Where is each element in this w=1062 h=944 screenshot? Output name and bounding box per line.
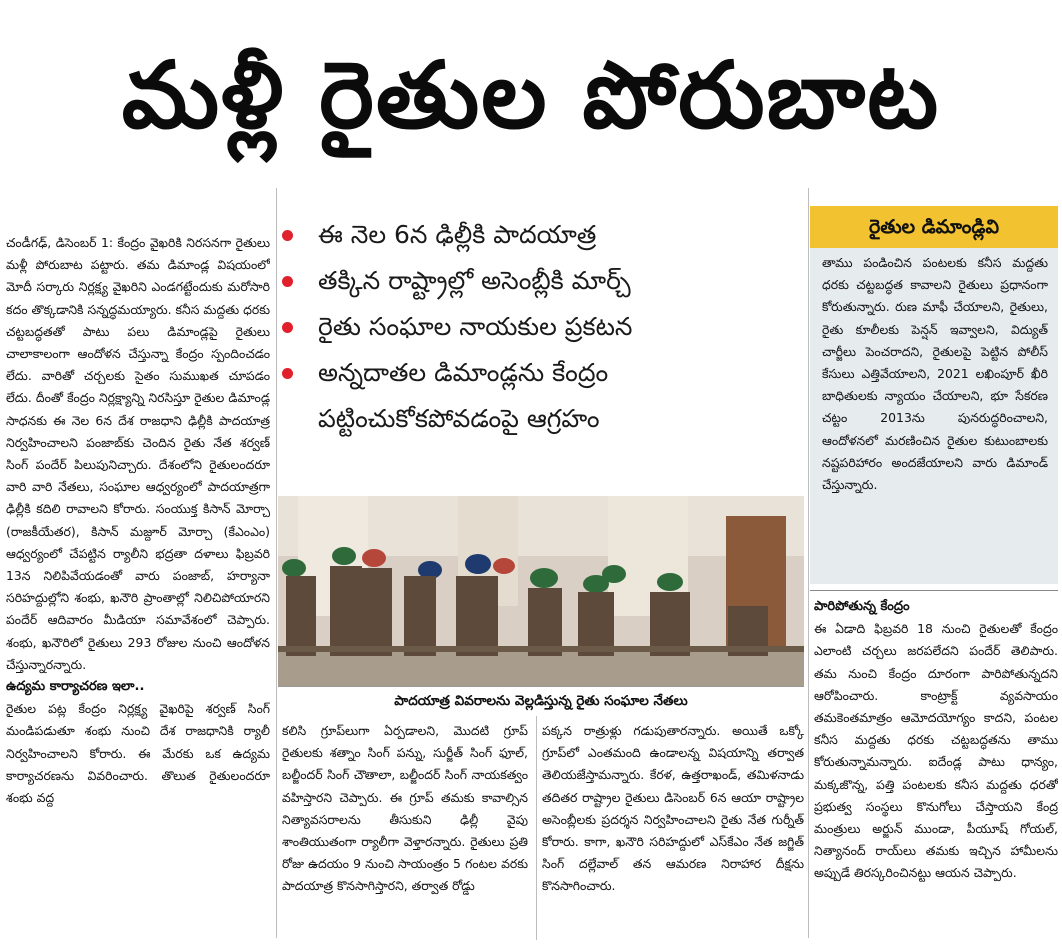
bullet-item-continuation: [282, 396, 802, 442]
bullet-item: [282, 212, 802, 258]
column-divider: [808, 188, 809, 938]
photo-caption: పాదయాత్ర వివరాలను వెల్లడిస్తున్న రైతు సంఘాల నేతలు: [278, 686, 804, 714]
press-conference-photo: [278, 496, 804, 686]
column-divider: [276, 188, 277, 938]
demands-sidebar: [810, 206, 1058, 584]
article-paragraph: రైతుల పట్ల కేంద్రం నిర్లక్ష్య వైఖరిపై శర్వణ్ సింగ్ మండిపడుతూ శంభు నుంచి దేశ రాజధానికి ర్యాలీ నిర్వహించాలని కోరారు. ఈ మేరకు ఒక ఉద్యమ కార్యాచరణను వివరించారు. తొలుత రైతులందరూ శంభు వద్ద: [6, 701, 270, 806]
article-paragraph: చండీగఢ్, డిసెంబర్ 1: కేంద్రం వైఖరికి నిరసనగా రైతులు మళ్లీ పోరుబాట పట్టారు. తమ డిమాండ్ల విషయంలో మోదీ సర్కారు నిర్లక్ష్య వైఖరిని ఎండగట్టేందుకు మరోసారి కదం తొక్కడానికి సన్నద్ధమయ్యారు. కనీస మద్దతు ధరకు చట్టబద్ధతతో పాటు పలు డిమాండ్లపై రైతులు చాలాకాలంగా ఆందోళన చేస్తున్నా కేంద్రం స్పందించడం లేదు. వారితో చర్చలకు సైతం సుముఖత చూపడం లేదు. దీంతో కేంద్రం నిర్లక్ష్యాన్ని నిరసిస్తూ రైతుల డిమాండ్ల సాధనకు ఈ నెల 6న దేశ రాజధాని ఢిల్లీకి పాదయాత్ర నిర్వహించాలని పంజాబ్‌కు చెందిన రైతు నేత శర్వణ్ సింగ్ పందేర్ పిలుపునిచ్చారు. దేశంలోని రైతులందరూ వారి వారి నేతలు, సంఘాల ఆధ్వర్యంలో పాదయాత్రగా ఢిల్లీకి కదిలి రావాలని కోరారు. సంయుక్త కిసాన్ మోర్చా (రాజకీయేతర), కిసాన్ మజ్దూర్ మోర్చా (కేఎంఎం) ఆధ్వర్యంలో చేపట్టిన ర్యాలీని భద్రతా దళాలు ఫిబ్రవరి 13న నిలిపివేయడంతో వారు పంజాబ్, హర్యానా సరిహద్దుల్లోని శంభు, ఖనౌరి ప్రాంతాల్లో నిలిచిపోయారని పందేర్ ఆదివారం మీడియా సమావేశంలో చెప్పారు. శంభు, ఖనౌరిలో రైతులు 293 రోజుల నుంచి ఆందోళన చేస్తున్నారన్నారు.: [6, 235, 270, 672]
bullet-item: [282, 258, 802, 304]
highlight-bullets: [282, 212, 802, 482]
column-divider: [536, 716, 537, 940]
bullet-text: రైతు సంఘాల నాయకుల ప్రకటన: [318, 312, 633, 341]
article-column-right: [814, 596, 1058, 942]
section-divider: [810, 590, 1058, 591]
bullet-text: అన్నదాతల డిమాండ్లను కేంద్రం: [318, 358, 609, 387]
section-subhead: పారిపోతున్న కేంద్రం: [814, 599, 910, 614]
bullet-text: ఈ నెల 6న ఢిల్లీకి పాదయాత్ర: [318, 220, 597, 249]
section-subhead: ఉద్యమ కార్యాచరణ ఇలా..: [6, 679, 145, 695]
news-photo: [278, 496, 804, 686]
bullet-dot-icon: [282, 322, 293, 333]
bullet-text: తక్కిన రాష్ట్రాల్లో అసెంబ్లీకి మార్చ్: [318, 266, 631, 295]
sidebar-body: తాము పండించిన పంటలకు కనీస మద్దతు ధరకు చట్టబద్ధత కావాలని రైతులు ప్రధానంగా కోరుతున్నారు. రుణ మాఫీ చేయాలని, రైతులు, రైతు కూలీలకు పెన్షన్ ఇవ్వాలని, విద్యుత్ చార్జీలు పెంచరాదని, రైతులపై పెట్టిన పోలీస్ కేసులు ఎత్తివేయాలని, 2021 లఖింపూర్ ఖీరి బాధితులకు న్యాయం చేయాలని, భూ సేకరణ చట్టం 2013ను పునరుద్ధరించాలని, ఆందోళనలో మరణించిన రైతుల కుటుంబాలకు నష్టపరిహారం అందజేయాలని వారు డిమాండ్ చేస్తున్నారు.: [822, 255, 1048, 493]
bullet-item: [282, 350, 802, 396]
bullet-text: పట్టించుకోకపోవడంపై ఆగ్రహం: [318, 404, 600, 433]
article-column-left: [6, 232, 270, 940]
bullet-dot-icon: [282, 276, 293, 287]
bullet-dot-icon: [282, 230, 293, 241]
bullet-item: [282, 304, 802, 350]
article-column-mid-2: పక్కన రాత్రుళ్లు గడుపుతారన్నారు. అయితే ఒక్కో గ్రూప్‌లో ఎంతమంది ఉండాలన్న విషయాన్ని తర్వాత తెలియజేస్తామన్నారు. కేరళ, ఉత్తరాఖండ్, తమిళనాడు తదితర రాష్ట్రాల రైతులు డిసెంబర్ 6న ఆయా రాష్ట్రాల అసెంబ్లీలకు ప్రదర్శన నిర్వహించాలని రైతు నేత గుర్నీత్ కోరారు. కాగా, ఖనౌరి సరిహద్దులో ఎస్‌కేఎం నేత జగ్జిత్ సింగ్ దల్లేవాల్ తన ఆమరణ నిరాహార దీక్షను కొనసాగించారు.: [542, 723, 804, 894]
bullet-dot-icon: [282, 368, 293, 379]
article-column-mid-1: కలిసి గ్రూప్‌లుగా ఏర్పడాలని, మొదటి గ్రూప్ రైతులకు శత్నాం సింగ్ పన్ను, సుర్జీత్ సింగ్ ఫూల్, బల్జీందర్ సింగ్ చౌతాలా, బల్జీందర్ సింగ్ నాయకత్వం వహిస్తారని చెప్పారు. ఈ గ్రూప్ తమకు కావాల్సిన నిత్యావసరాలను తీసుకుని ఢిల్లీ వైపు శాంతియుతంగా ర్యాలీగా వెళ్తారన్నారు. రైతులు ప్రతి రోజు ఉదయం 9 నుంచి సాయంత్రం 5 గంటల వరకు పాదయాత్ర కొనసాగిస్తారని, తర్వాత రోడ్డు: [282, 723, 528, 894]
headline: మళ్లీ రైతుల పోరుబాట: [121, 42, 941, 149]
article-paragraph: ఈ ఏడాది ఫిబ్రవరి 18 నుంచి రైతులతో కేంద్రం ఎలాంటి చర్చలు జరపలేదని పందేర్ తెలిపారు. తమ నుంచి కేంద్రం దూరంగా పారిపోతున్నదని ఆరోపించారు. కాంట్రాక్ట్ వ్యవసాయం తమకెంతమాత్రం ఆమోదయోగ్యం కాదని, పంటల కనీస మద్దతు ధరకు చట్టబద్ధతను తాము కోరుతున్నామన్నారు. ఐదేండ్ల పాటు ధాన్యం, మక్కజొన్న, పత్తి పంటలకు కనీస మద్దతు ధరతో ప్రభుత్వ సంస్థలు కొనుగోలు చేస్తాయని కేంద్ర మంత్రులు అర్జున్ ముండా, పీయూష్ గోయల్, నిత్యానంద్ రాయ్‌లు తమకు ఇచ్చిన హామీలను అప్పుడే తిరస్కరించినట్టు ఆయన చెప్పారు.: [814, 621, 1058, 881]
sidebar-title: రైతుల డిమాండ్లివి: [810, 206, 1058, 248]
